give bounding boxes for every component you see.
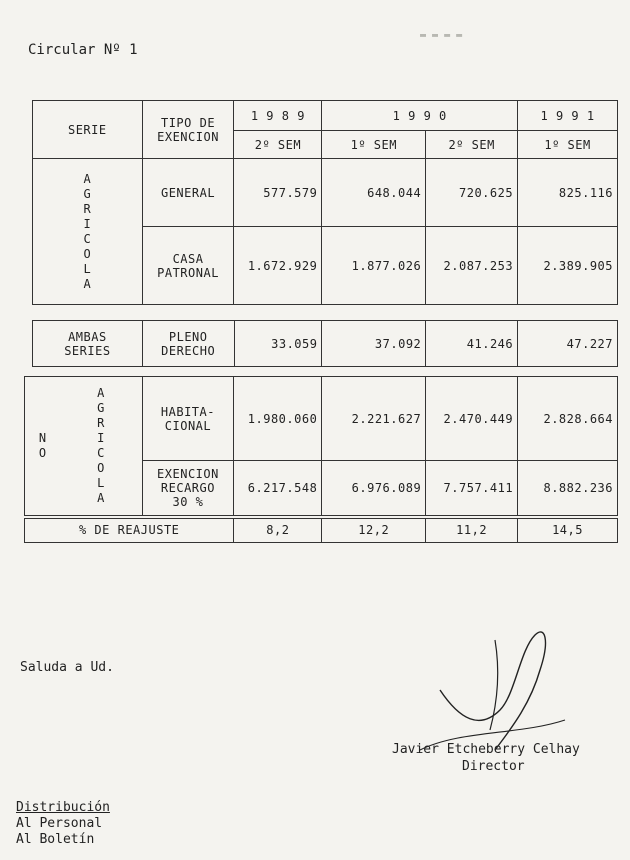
- row-label-general: GENERAL: [142, 159, 234, 227]
- tipo-header-line-1: TIPO DE: [160, 115, 216, 130]
- bleed-through-mark: ▬ ▬ ▬ ▬: [420, 30, 463, 41]
- value-cell: 37.092: [322, 321, 426, 367]
- distribution-item: Al Boletín: [16, 832, 95, 847]
- value-cell: 33.059: [234, 321, 322, 367]
- tipo-header-line-2: EXENCION: [157, 129, 219, 144]
- letter: C: [83, 231, 92, 246]
- handwritten-signature: [400, 610, 570, 760]
- agricola-vertical-label: [33, 159, 143, 305]
- distribution-item: Al Personal: [16, 816, 103, 831]
- ambas-series-table: [32, 320, 618, 367]
- signatory-name: Javier Etcheberry Celhay: [392, 742, 580, 757]
- row-label-line-3: 30 %: [172, 494, 204, 509]
- agricola-table: [32, 100, 618, 305]
- row-label-line-1: HABITA-: [160, 404, 215, 419]
- value-cell: 8.882.236: [518, 461, 618, 517]
- pleno-line-2: DERECHO: [161, 343, 216, 358]
- agricola-vertical-label: [60, 377, 142, 517]
- row-label-line-2: PATRONAL: [157, 265, 219, 280]
- letter: A: [83, 276, 92, 291]
- signatory-title: Director: [462, 759, 525, 774]
- reajuste-value: 11,2: [426, 517, 518, 543]
- value-cell: 41.246: [426, 321, 518, 367]
- letter: L: [97, 475, 105, 490]
- value-cell: 1.877.026: [322, 227, 426, 305]
- serie-header: SERIE: [33, 101, 143, 159]
- pleno-line-1: PLENO: [168, 329, 208, 344]
- row-label-line-2: RECARGO: [160, 480, 215, 495]
- letter: A: [97, 385, 105, 400]
- letter: R: [83, 201, 92, 216]
- value-cell: 1.980.060: [234, 377, 322, 461]
- letter: L: [83, 261, 92, 276]
- reajuste-value: 12,2: [322, 517, 426, 543]
- value-cell: 720.625: [426, 159, 518, 227]
- year-1989: 1 9 8 9: [234, 101, 322, 131]
- value-cell: 2.470.449: [426, 377, 518, 461]
- semester-3: 2º SEM: [426, 131, 518, 159]
- value-cell: 6.976.089: [322, 461, 426, 517]
- letter: G: [97, 400, 105, 415]
- year-1991: 1 9 9 1: [518, 101, 618, 131]
- value-cell: 7.757.411: [426, 461, 518, 517]
- value-cell: 825.116: [518, 159, 618, 227]
- value-cell: 2.221.627: [322, 377, 426, 461]
- ambas-line-1: AMBAS: [68, 329, 107, 344]
- row-label-line-1: EXENCION: [157, 466, 219, 481]
- letter: O: [97, 460, 105, 475]
- row-label-habitacional: [142, 377, 234, 461]
- letter: A: [83, 171, 92, 186]
- letter: I: [83, 216, 92, 231]
- semester-4: 1º SEM: [518, 131, 618, 159]
- value-cell: 577.579: [234, 159, 322, 227]
- pleno-derecho-label: [142, 321, 234, 367]
- letter: O: [38, 445, 47, 460]
- letter: G: [83, 186, 92, 201]
- salutation: Saluda a Ud.: [20, 660, 114, 675]
- ambas-series-label: [33, 321, 143, 367]
- row-label-exencion-recargo: [142, 461, 234, 517]
- reajuste-value: 8,2: [234, 517, 322, 543]
- no-agricola-table: [24, 376, 618, 543]
- row-label-line-1: CASA: [172, 251, 204, 266]
- semester-2: 1º SEM: [322, 131, 426, 159]
- value-cell: 2.389.905: [518, 227, 618, 305]
- no-vertical-label: [25, 377, 61, 517]
- ambas-line-2: SERIES: [64, 343, 111, 358]
- reajuste-value: 14,5: [518, 517, 618, 543]
- letter: R: [97, 415, 105, 430]
- semester-1: 2º SEM: [234, 131, 322, 159]
- row-label-casa-patronal: [142, 227, 234, 305]
- value-cell: 1.672.929: [234, 227, 322, 305]
- letter: N: [38, 430, 47, 445]
- value-cell: 2.087.253: [426, 227, 518, 305]
- value-cell: 6.217.548: [234, 461, 322, 517]
- row-label-line-2: CIONAL: [164, 418, 212, 433]
- letter: I: [97, 430, 105, 445]
- letter: C: [97, 445, 105, 460]
- letter: A: [97, 490, 105, 505]
- tipo-exencion-header: [142, 101, 234, 159]
- distribution-title: Distribución: [16, 800, 110, 815]
- year-1990: 1 9 9 0: [322, 101, 518, 131]
- circular-title: Circular Nº 1: [28, 42, 138, 58]
- letter: O: [83, 246, 92, 261]
- reajuste-label: % DE REAJUSTE: [25, 517, 234, 543]
- value-cell: 47.227: [518, 321, 618, 367]
- value-cell: 648.044: [322, 159, 426, 227]
- value-cell: 2.828.664: [518, 377, 618, 461]
